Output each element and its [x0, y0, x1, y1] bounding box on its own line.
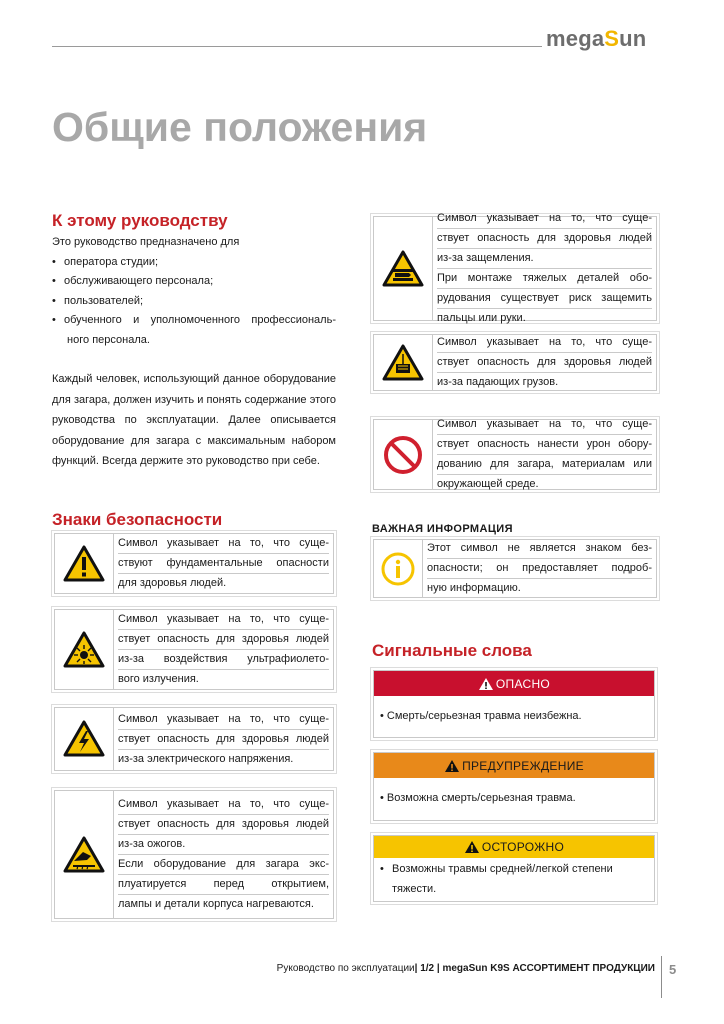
danger-bar	[374, 671, 654, 696]
footer-product: | 1/2 | megaSun K9S АССОРТИМЕНТ ПРОДУКЦИИ	[414, 963, 655, 974]
danger-text: Смерть/серьезная травма неизбежна.	[386, 710, 582, 722]
header-rule	[52, 46, 542, 47]
sign-general: Символ указывает на то, что суще- ствуют фундаментальные опасности для здоровья людей.	[54, 533, 334, 594]
about-paragraph: Каждый человек, использующий данное оборудование для загара, должен изучить и понять содержание этого руководства по эксплуатации. Далее описывается оборудование для загара с максимальным набором функций. Всегда держите это руководство при себе.	[52, 373, 336, 467]
caution-bar	[374, 836, 654, 858]
caution-label: ОСТОРОЖНО	[481, 840, 565, 854]
signal-caution	[373, 835, 655, 902]
warning-triangle-icon	[464, 840, 480, 854]
danger-label: ОПАСНО	[495, 676, 551, 691]
safety-heading: Знаки безопасности	[52, 510, 223, 529]
signal-words-heading: Сигнальные слова	[372, 641, 532, 660]
sign-uv: Символ указывает на то, что суще- ствует опасность для здоровья людей из-за воздействия ультрафиолето- вого излучения.	[54, 609, 334, 690]
megasun-logo: megaSun	[546, 26, 647, 51]
sign-hot-surface: Символ указывает на то, что суще- ствует опасность для здоровья людей из-за ожогов. Если оборудование для загара экс- плуатируется перед открытием, лампы и детали корпуса нагреваются.	[54, 790, 334, 919]
warning-triangle-icon	[478, 677, 494, 691]
important-info-title: ВАЖНАЯ ИНФОРМАЦИЯ	[372, 523, 513, 535]
important-info-box: Этот символ не является знаком без- опасности; он предоставляет подроб- ную информацию.	[373, 539, 657, 598]
about-intro: Это руководство предназначено для	[52, 236, 240, 248]
page-number: 5	[669, 962, 677, 977]
sign-falling-load: Символ указывает на то, что суще- ствует опасность для здоровья людей из-за падающих грузов.	[373, 334, 657, 391]
electrical-voltage-warning-icon	[55, 708, 114, 770]
warning-bar	[374, 753, 654, 778]
hot-surface-warning-icon	[55, 791, 114, 918]
information-icon	[374, 540, 423, 597]
footer	[240, 963, 655, 974]
warning-text: Возможна смерть/серьезная травма.	[386, 792, 576, 804]
about-section	[52, 233, 336, 350]
signal-danger: ОПАСНО • Смерть/серьезная травма неизбежна.	[373, 670, 655, 738]
about-heading: К этому руководству	[52, 211, 228, 230]
list-item: • обслуживающего персонала;	[52, 272, 336, 292]
warning-triangle-icon	[444, 759, 460, 773]
falling-load-warning-icon	[374, 335, 433, 390]
signal-warning: ПРЕДУПРЕЖДЕНИЕ • Возможна смерть/серьезная травма.	[373, 752, 655, 821]
caution-list	[374, 858, 654, 899]
caution-text: • Возможны травмы средней/легкой степени тяжести.	[380, 859, 654, 899]
prohibition-icon	[374, 420, 433, 489]
list-item: • обученного и уполномоченного профессиональ- ного персонала.	[52, 311, 336, 350]
sign-prohibition: Символ указывает на то, что суще- ствует опасность нанести урон обору- дованию для загара, материалам или окружающей среде.	[373, 419, 657, 490]
footer-divider	[661, 956, 662, 998]
sign-electric: Символ указывает на то, что суще- ствует опасность для здоровья людей из-за электрического напряжения.	[54, 707, 334, 771]
uv-radiation-warning-icon	[55, 610, 114, 689]
footer-manual: Руководство по эксплуатации	[276, 963, 415, 974]
warning-label: ПРЕДУПРЕЖДЕНИЕ	[462, 758, 584, 773]
general-warning-icon	[55, 534, 114, 593]
crushing-hazard-warning-icon	[374, 217, 433, 320]
sign-crushing: Символ указывает на то, что суще- ствует опасность для здоровья людей из-за защемления. При монтаже тяжелых деталей обо- рудования существует риск защемить пальцы или руки.	[373, 216, 657, 321]
list-item: • пользователей;	[52, 292, 336, 312]
page-title: Общие положения	[52, 104, 428, 150]
list-item: • оператора студии;	[52, 253, 336, 273]
audience-list	[52, 253, 336, 351]
